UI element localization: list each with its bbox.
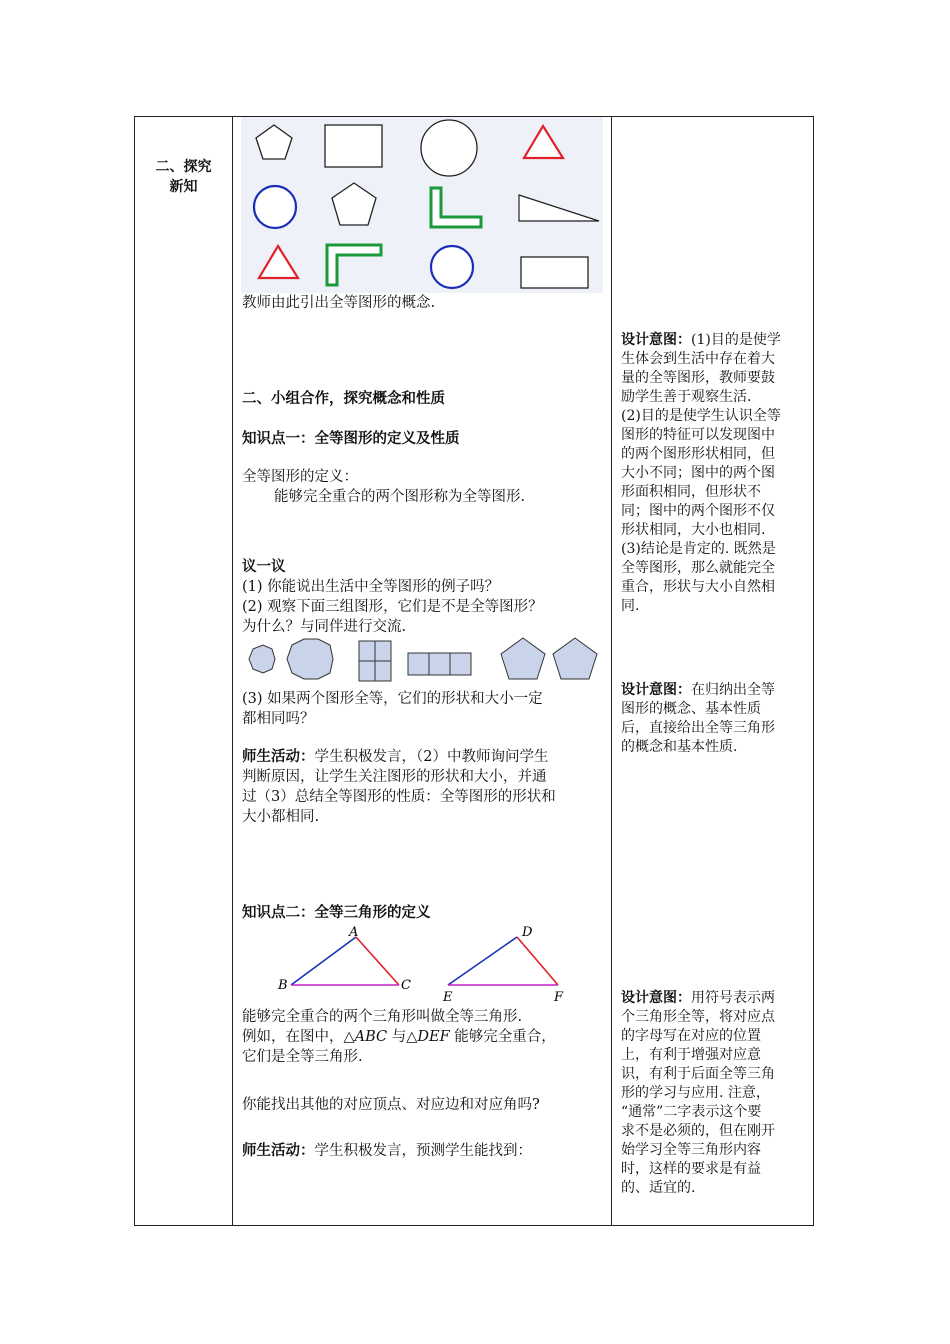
label-f: F (554, 990, 564, 1005)
label-e: E (443, 990, 453, 1005)
label-d: D (522, 925, 533, 940)
activity1-block (242, 747, 602, 827)
kp2-def-text: 能够完全重合的两个三角形叫做全等三角形. (242, 1009, 523, 1025)
label-b: B (278, 978, 288, 993)
discuss-q2-line1: (2) 观察下面三组图形，它们是不是全等图形？ (242, 599, 543, 615)
discuss-q3-line2: 都相同吗？ (242, 711, 315, 727)
activity2-label: 师生活动： (242, 1143, 315, 1159)
congruent-triangles-figure (275, 925, 575, 1007)
activity1-line2: 判断原因，让学生关注图形的形状和大小，并通 (242, 769, 547, 785)
side-df (517, 937, 558, 985)
kp2-definition (242, 1007, 602, 1067)
part2-heading: 二、小组合作，探究概念和性质 (242, 391, 445, 407)
kp1-heading: 知识点一：全等图形的定义及性质 (242, 431, 460, 447)
row-cell (429, 653, 450, 675)
discuss-q2-line2: 为什么？与同伴进行交流. (242, 619, 407, 635)
section-label (135, 157, 232, 197)
activity1-label: 师生活动： (242, 749, 315, 765)
discuss-q1: (1) 你能说出生活中全等图形的例子吗？ (242, 579, 500, 595)
kp2-question: 你能找出其他的对应顶点、对应边和对应角吗? (242, 1097, 540, 1113)
section-label-line2: 新知 (169, 179, 198, 195)
polygon-groups (241, 635, 603, 687)
kp1-definition (242, 467, 602, 507)
label-a: A (349, 925, 359, 940)
activity2-block (242, 1141, 602, 1161)
rectangle-shape-2 (521, 257, 588, 288)
side-ab (291, 937, 356, 985)
pentagon-poly (501, 638, 545, 679)
kp2-example-line1: 例如，在图中，△ABC 与△DEF 能够完全重合， (242, 1029, 556, 1045)
design-note-2: 设计意图：在归纳出全等 图形的概念、基本性质 后，直接给出全等三角形 的概念和基本性质. (621, 682, 775, 755)
side-de (448, 937, 517, 985)
section-label-line1: 二、探究 (155, 159, 212, 175)
kp2-heading: 知识点二：全等三角形的定义 (242, 905, 431, 921)
kp1-def-text: 能够完全重合的两个图形称为全等图形. (274, 489, 526, 505)
blue-circle-shape (254, 186, 296, 228)
column-divider-1 (232, 117, 233, 1225)
row-cell (408, 653, 429, 675)
discuss-q3 (242, 689, 602, 729)
rectangle-shape (325, 125, 382, 167)
discuss-heading: 议一议 (242, 559, 286, 575)
intro-caption: 教师由此引出全等图形的概念. (242, 295, 436, 311)
small-octagon (249, 645, 275, 673)
shapes-panel (241, 117, 603, 293)
design-note-1: 设计意图：(1)目的是使学 生体会到生活中存在着大 量的全等图形，教师要鼓 励学生善于观察生活. (2)目的是使学生认识全等 图形的特征可以发现图中 的两个图形形状相同，但 大小不同；图中的两个图 形面积相同，但形状不 同；图中的两个图形不仅 形状相同，大小也相同. (3)结论是肯定的. 既然是 全等图形，那么就能完全 重合，形状与大小自然相 同. (621, 332, 781, 614)
activity2-text: 学生积极发言，预测学生能找到： (314, 1143, 532, 1159)
grid-cell (375, 641, 391, 661)
kp1-def-label: 全等图形的定义： (242, 469, 358, 485)
blue-circle-shape-2 (431, 246, 473, 288)
activity1-line4: 大小都相同. (242, 809, 320, 825)
activity1-line3: 过（3）总结全等图形的性质：全等图形的形状和 (242, 789, 556, 805)
discussion-block (242, 557, 602, 637)
grid-cell (375, 661, 391, 681)
side-ac (356, 937, 399, 985)
discuss-q3-line1: (3) 如果两个图形全等，它们的形状和大小一定 (242, 691, 543, 707)
design-note-3: 设计意图：用符号表示两 个三角形全等，将对应点 的字母写在对应的位置 上，有利于增强对应意 识，有利于后面全等三角 形的学习与应用. 注意， “通常”二字表示这个要 求不是必须的，但在刚开 始学习全等三角形内容 时，这样的要求是有益 的、适宜的. (621, 990, 775, 1196)
column-divider-2 (611, 117, 612, 1225)
large-octagon (287, 639, 333, 679)
row-cell (450, 653, 471, 675)
circle-shape (421, 120, 477, 176)
kp2-example-line2: 它们是全等三角形. (242, 1049, 363, 1065)
grid-cell (359, 641, 375, 661)
activity1-line1: 学生积极发言，（2）中教师询问学生 (314, 749, 549, 765)
lesson-table (134, 116, 814, 1226)
pentagon-poly-2 (553, 638, 597, 679)
grid-cell (359, 661, 375, 681)
label-c: C (401, 978, 411, 993)
